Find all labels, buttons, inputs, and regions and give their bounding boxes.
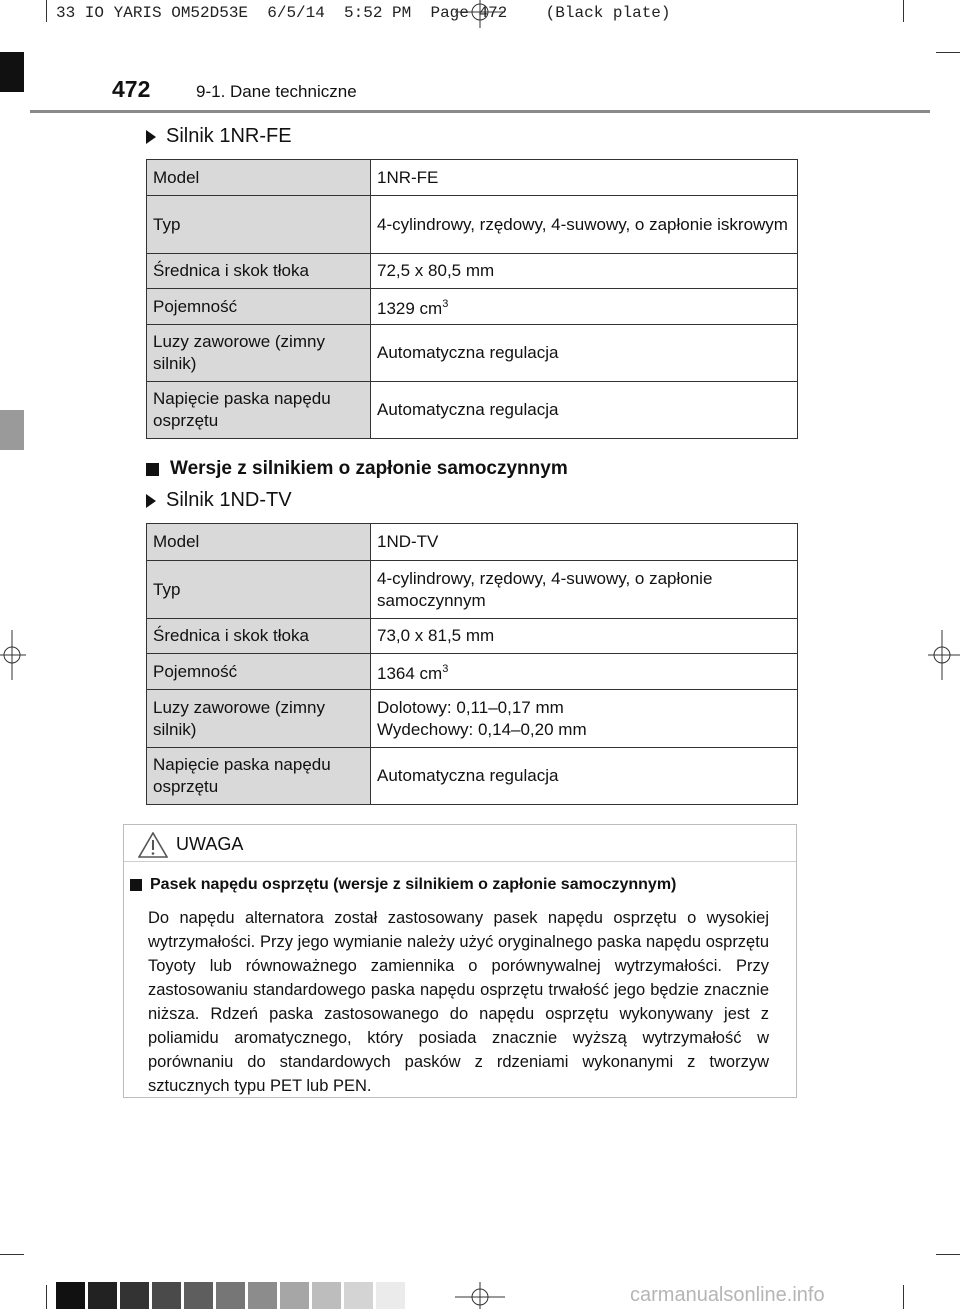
spec-label: Typ	[147, 196, 371, 254]
triangle-bullet-icon	[146, 130, 156, 144]
color-swatch	[56, 1282, 85, 1309]
crop-mark	[936, 52, 960, 53]
spec-value: Automatyczna regulacja	[371, 382, 798, 439]
registration-mark-icon	[455, 1282, 505, 1309]
color-swatch	[152, 1282, 181, 1309]
spec-label: Pojemność	[147, 289, 371, 325]
diesel-section-heading	[146, 458, 568, 480]
spec-value: 4-cylindrowy, rzędowy, 4-suwowy, o zapłonie iskrowym	[371, 196, 798, 254]
spec-value: 73,0 x 81,5 mm	[371, 619, 798, 654]
spec-value: Automatyczna regulacja	[371, 325, 798, 382]
color-swatch	[184, 1282, 213, 1309]
spec-value	[371, 690, 798, 748]
engine-2-heading	[146, 489, 292, 512]
spec-label: Luzy zaworowe (zimny silnik)	[147, 325, 371, 382]
engine-1-spec-table	[146, 159, 798, 439]
page-number: 472	[112, 76, 151, 102]
engine-2-spec-table	[146, 523, 798, 805]
spec-label: Model	[147, 524, 371, 561]
spec-value	[371, 289, 798, 325]
table-row	[147, 325, 798, 382]
registration-mark-icon	[928, 630, 960, 680]
table-row	[147, 382, 798, 439]
table-row	[147, 254, 798, 289]
unit-exponent: 3	[442, 663, 449, 675]
crop-mark	[0, 1254, 24, 1255]
table-row	[147, 690, 798, 748]
spec-label: Model	[147, 160, 371, 196]
warning-body: Do napędu alternatora został zastosowany pasek napędu osprzętu o wysokiej wytrzymałości. Przy jego wymianie należy użyć oryginalnego paska napędu osprzętu Toyoty lub równoważnego zamiennika o porównywalnej wytrzymałości. Przy zastosowaniu standardowego paska napędu osprzętu trwałość jego będzie znacznie niższa. Rdzeń paska zastosowanego do napędu osprzętu wykonywany jest z poliamidu aromatycznego, który posiada znacznie wyższą wytrzymałość w porównaniu do standardowych pasków z rdzeniami wykonanymi z tworzyw sztucznych typu PET lub PEN.	[148, 909, 769, 1095]
color-swatch	[376, 1282, 405, 1309]
warning-heading-text: Pasek napędu osprzętu (wersje z silnikiem o zapłonie samoczynnym)	[150, 876, 677, 893]
warning-title: UWAGA	[176, 834, 244, 854]
color-swatch	[312, 1282, 341, 1309]
color-swatch	[248, 1282, 277, 1309]
spec-label: Napięcie paska napędu osprzętu	[147, 382, 371, 439]
color-swatch	[280, 1282, 309, 1309]
warning-triangle-icon	[138, 832, 168, 858]
table-row	[147, 289, 798, 325]
spec-value: 4-cylindrowy, rzędowy, 4-suwowy, o zapłonie samoczynnym	[371, 561, 798, 619]
table-row	[147, 619, 798, 654]
engine-2-heading-text: Silnik 1ND-TV	[166, 489, 292, 511]
watermark: carmanualsonline.info	[630, 1284, 825, 1306]
triangle-bullet-icon	[146, 494, 156, 508]
spec-label: Pojemność	[147, 654, 371, 690]
table-row	[147, 524, 798, 561]
color-swatch	[344, 1282, 373, 1309]
exhaust-clearance: Wydechowy: 0,14–0,20 mm	[377, 719, 587, 739]
table-row	[147, 748, 798, 805]
crop-mark	[936, 1254, 960, 1255]
engine-1-heading-text: Silnik 1NR-FE	[166, 125, 292, 147]
registration-mark-icon	[0, 630, 26, 680]
diesel-section-heading-text: Wersje z silnikiem o zapłonie samoczynnym	[170, 458, 568, 479]
spec-label: Napięcie paska napędu osprzętu	[147, 748, 371, 805]
spec-label: Średnica i skok tłoka	[147, 254, 371, 289]
table-row	[147, 160, 798, 196]
print-slug: 33 IO YARIS OM52D53E 6/5/14 5:52 PM Page 472 (Black plate)	[56, 4, 671, 22]
chapter-tab	[0, 52, 24, 92]
color-swatch	[120, 1282, 149, 1309]
table-row	[147, 654, 798, 690]
table-row	[147, 561, 798, 619]
spec-value: 1NR-FE	[371, 160, 798, 196]
square-bullet-icon	[130, 879, 142, 891]
color-calibration-bar	[56, 1282, 408, 1309]
warning-heading	[130, 876, 676, 894]
chapter-tab-marker	[0, 410, 24, 450]
intake-clearance: Dolotowy: 0,11–0,17 mm	[377, 697, 564, 717]
warning-box	[123, 824, 797, 1098]
square-bullet-icon	[146, 463, 159, 476]
spec-label: Luzy zaworowe (zimny silnik)	[147, 690, 371, 748]
spec-label: Średnica i skok tłoka	[147, 619, 371, 654]
displacement-value: 1329 cm	[377, 299, 443, 318]
engine-1-heading	[146, 125, 292, 148]
color-swatch	[216, 1282, 245, 1309]
crop-mark	[903, 1285, 904, 1309]
unit-exponent: 3	[442, 298, 449, 310]
crop-mark	[46, 1285, 47, 1309]
crop-mark	[903, 0, 904, 22]
spec-value	[371, 654, 798, 690]
registration-mark-icon	[455, 0, 505, 28]
crop-mark	[46, 0, 47, 22]
spec-value: 1ND-TV	[371, 524, 798, 561]
spec-label: Typ	[147, 561, 371, 619]
spec-value: 72,5 x 80,5 mm	[371, 254, 798, 289]
table-row	[147, 196, 798, 254]
displacement-value: 1364 cm	[377, 664, 443, 683]
color-swatch	[88, 1282, 117, 1309]
section-title: 9-1. Dane techniczne	[196, 82, 357, 101]
header-divider	[30, 110, 930, 113]
spec-value: Automatyczna regulacja	[371, 748, 798, 805]
